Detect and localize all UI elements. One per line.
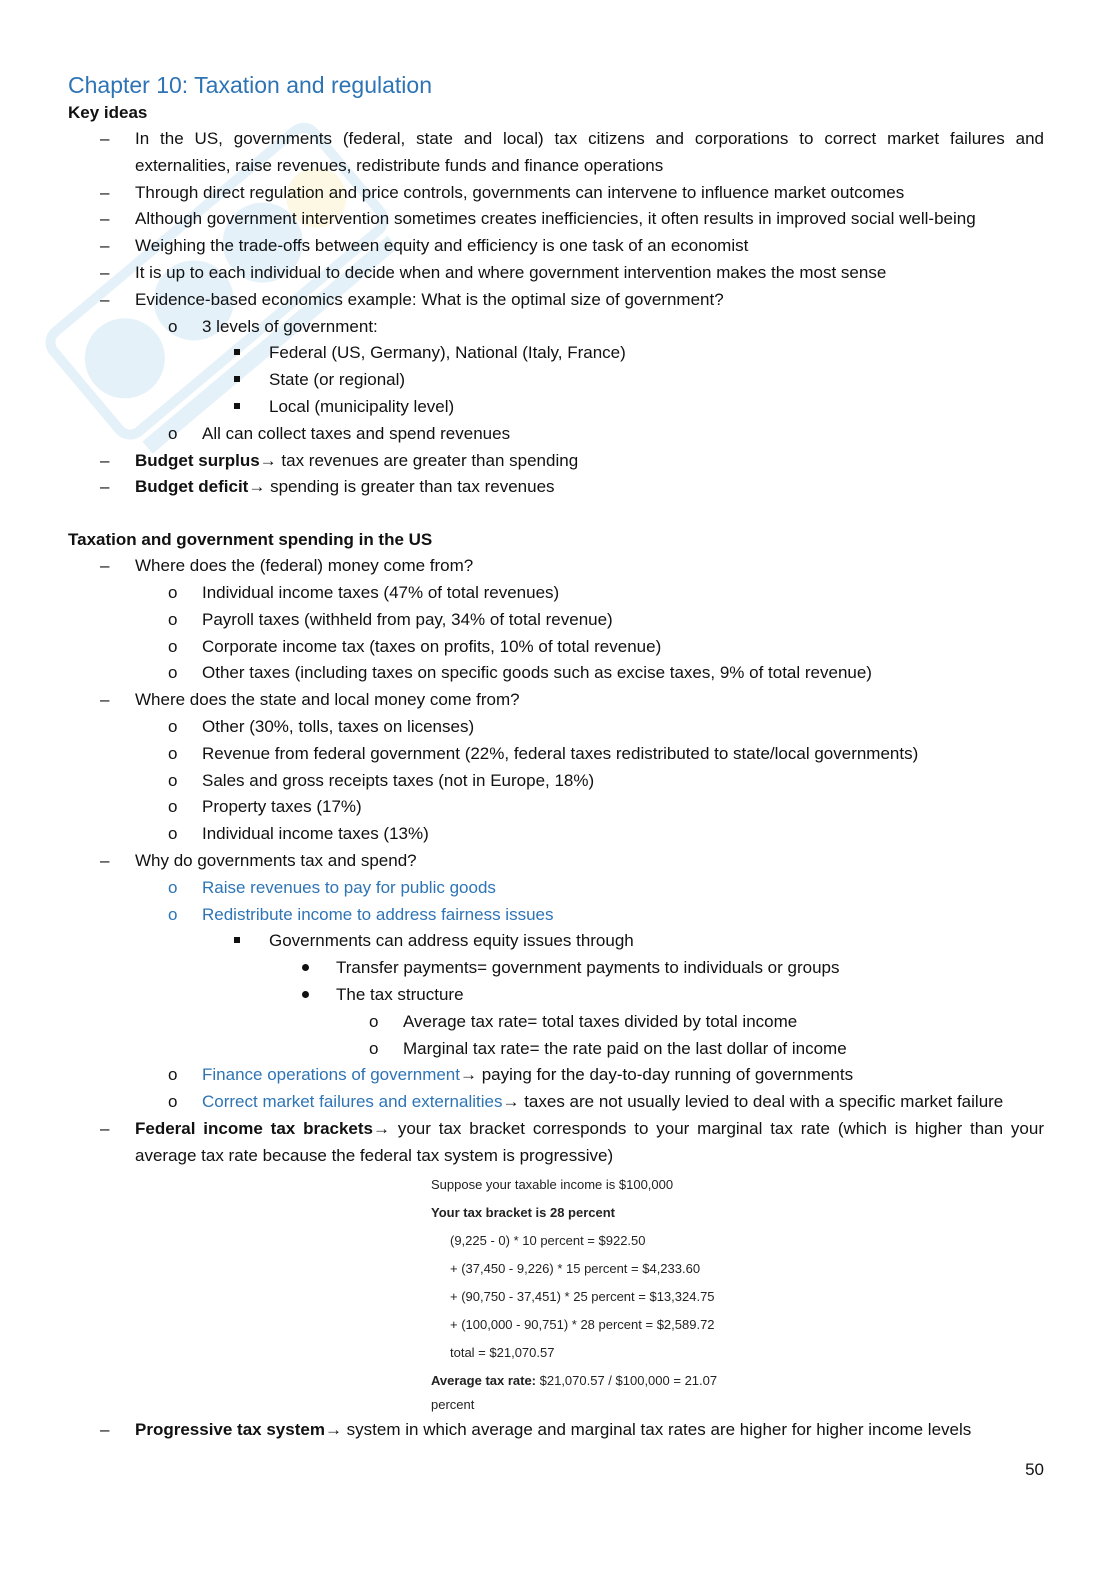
dash-marker: – (100, 450, 110, 470)
calc-intro: Suppose your taxable income is $100,000 (431, 1177, 674, 1193)
circle-marker: o (369, 1011, 379, 1031)
list-item: o Corporate income tax (taxes on profits, 10% of total revenue) (68, 634, 1044, 661)
calc-bracket: Your tax bracket is 28 percent (431, 1205, 616, 1221)
list-item: o Redistribute income to address fairness issues (68, 902, 1044, 929)
list-item: o 3 levels of government: (68, 314, 1044, 341)
circle-marker: o (168, 716, 178, 736)
list-item: – Federal income tax brackets→ your tax bracket corresponds to your marginal tax rate (which is higher than your average tax rate because the federal tax system is progressive) (68, 1116, 1044, 1170)
list-item: o Correct market failures and externalities→ taxes are not usually levied to deal with a specific market failure (68, 1089, 1044, 1116)
arrow-icon: → (502, 1092, 520, 1112)
dash-marker: – (100, 1118, 110, 1138)
circle-marker: o (168, 609, 178, 629)
dash-marker: – (100, 289, 110, 309)
taxation-heading: Taxation and government spending in the US (68, 530, 433, 550)
list-item: o Individual income taxes (13%) (68, 821, 1044, 848)
circle-marker: o (168, 663, 178, 683)
list-item: The tax structure (68, 982, 1044, 1009)
circle-marker: o (168, 797, 178, 817)
list-item: o Other taxes (including taxes on specific goods such as excise taxes, 9% of total revenue) (68, 660, 1044, 687)
term-budget-surplus: Budget surplus (135, 450, 260, 470)
square-bullet-icon (234, 340, 240, 367)
dash-marker: – (100, 690, 110, 710)
dash-marker: – (100, 556, 110, 576)
chapter-title: Chapter 10: Taxation and regulation (68, 72, 433, 98)
dot-bullet-icon (302, 955, 309, 982)
list-item: o Revenue from federal government (22%, federal taxes redistributed to state/local governments) (68, 741, 1044, 768)
term-budget-deficit: Budget deficit (135, 477, 249, 497)
list-item: o Average tax rate= total taxes divided by total income (68, 1009, 1044, 1036)
list-item: Federal (US, Germany), National (Italy, France) (68, 340, 1044, 367)
calc-line: + (90,750 - 37,451) * 25 percent = $13,324.75 (450, 1289, 715, 1305)
square-bullet-icon (234, 367, 240, 394)
list-item: – Through direct regulation and price controls, governments can intervene to influence market outcomes (68, 180, 1044, 207)
circle-marker: o (168, 877, 178, 897)
circle-marker: o (168, 824, 178, 844)
arrow-icon: → (259, 450, 277, 470)
list-item: – Although government intervention sometimes creates inefficiencies, it often results in improved social well-being (68, 206, 1044, 233)
list-item: – Where does the (federal) money come from? (68, 553, 1044, 580)
circle-marker: o (168, 743, 178, 763)
arrow-icon: → (248, 477, 266, 497)
term-progressive-tax: Progressive tax system (135, 1420, 325, 1440)
list-item: o Property taxes (17%) (68, 794, 1044, 821)
list-item: o Marginal tax rate= the rate paid on the last dollar of income (68, 1036, 1044, 1063)
list-item: – Why do governments tax and spend? (68, 848, 1044, 875)
list-item: – In the US, governments (federal, state and local) tax citizens and corporations to correct market failures and externalities, raise revenues, redistribute funds and finance operations (68, 126, 1044, 180)
circle-marker: o (168, 423, 178, 443)
list-item: State (or regional) (68, 367, 1044, 394)
circle-marker: o (168, 582, 178, 602)
list-item: – Budget deficit→ spending is greater than tax revenues (68, 474, 1044, 501)
dash-marker: – (100, 262, 110, 282)
square-bullet-icon (234, 394, 240, 421)
circle-marker: o (168, 904, 178, 924)
calc-line: + (37,450 - 9,226) * 15 percent = $4,233.60 (450, 1261, 701, 1277)
list-item: – Progressive tax system→ system in which average and marginal tax rates are higher for higher income levels (68, 1417, 1044, 1444)
list-item: o All can collect taxes and spend revenues (68, 421, 1044, 448)
dash-marker: – (100, 209, 110, 229)
circle-marker: o (168, 1092, 178, 1112)
dash-marker: – (100, 182, 110, 202)
page-number: 50 (1025, 1460, 1044, 1479)
dash-marker: – (100, 129, 110, 148)
calc-line: + (100,000 - 90,751) * 28 percent = $2,589.72 (450, 1317, 715, 1333)
list-item: o Other (30%, tolls, taxes on licenses) (68, 714, 1044, 741)
list-item: Transfer payments= government payments to individuals or groups (68, 955, 1044, 982)
list-item: – Where does the state and local money come from? (68, 687, 1044, 714)
square-bullet-icon (234, 928, 240, 955)
circle-marker: o (369, 1038, 379, 1058)
list-item: o Finance operations of government→ paying for the day-to-day running of governments (68, 1062, 1044, 1089)
arrow-icon: → (324, 1420, 342, 1440)
circle-marker: o (168, 770, 178, 790)
calc-average: Average tax rate: $21,070.57 / $100,000 = 21.07 (431, 1373, 718, 1389)
dash-marker: – (100, 1420, 110, 1440)
list-item: o Individual income taxes (47% of total revenues) (68, 580, 1044, 607)
tax-calculation-figure (431, 1171, 791, 1415)
circle-marker: o (168, 316, 178, 336)
list-item: o Sales and gross receipts taxes (not in Europe, 18%) (68, 768, 1044, 795)
dot-bullet-icon (302, 982, 309, 1009)
dash-marker: – (100, 236, 110, 256)
dash-marker: – (100, 850, 110, 870)
calc-line: total = $21,070.57 (450, 1345, 555, 1361)
calc-line: (9,225 - 0) * 10 percent = $922.50 (450, 1233, 646, 1249)
dash-marker: – (100, 477, 110, 497)
key-ideas-heading: Key ideas (68, 103, 148, 122)
calc-average-cont: percent (431, 1397, 475, 1413)
list-item: – Budget surplus→ tax revenues are greater than spending (68, 448, 1044, 475)
arrow-icon: → (460, 1065, 477, 1085)
document-body (68, 70, 1044, 1444)
list-item: Local (municipality level) (68, 394, 1044, 421)
circle-marker: o (168, 636, 178, 656)
term-tax-brackets: Federal income tax brackets (135, 1118, 374, 1138)
circle-marker: o (168, 1065, 178, 1085)
list-item: o Payroll taxes (withheld from pay, 34% of total revenue) (68, 607, 1044, 634)
list-item: – Weighing the trade-offs between equity and efficiency is one task of an economist (68, 233, 1044, 260)
list-item: Governments can address equity issues through (68, 928, 1044, 955)
list-item: – Evidence-based economics example: What is the optimal size of government? (68, 287, 1044, 314)
list-item: o Raise revenues to pay for public goods (68, 875, 1044, 902)
list-item: – It is up to each individual to decide when and where government intervention makes the most sense (68, 260, 1044, 287)
arrow-icon: → (373, 1118, 391, 1138)
